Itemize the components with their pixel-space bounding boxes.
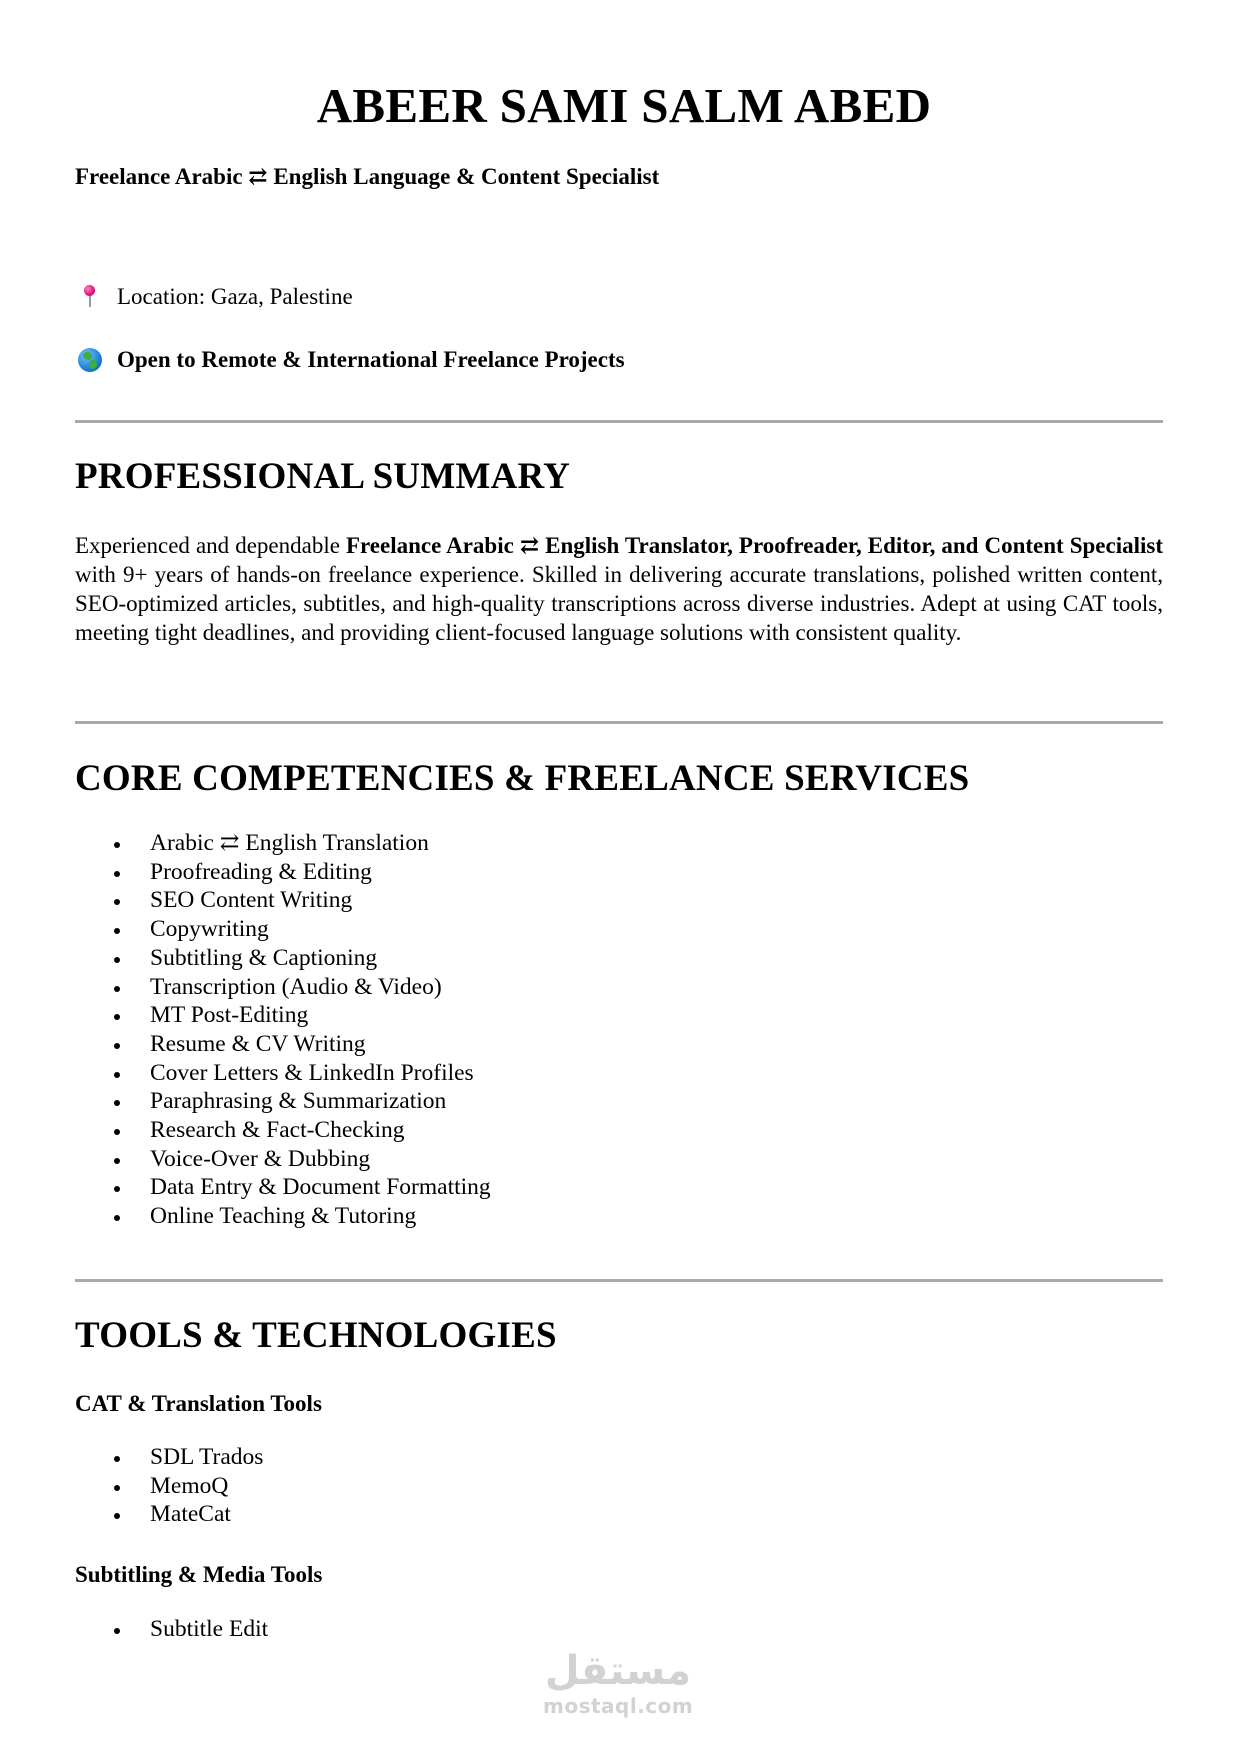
list-item: Cover Letters & LinkedIn Profiles	[75, 1059, 491, 1088]
watermark	[543, 1648, 693, 1718]
summary-paragraph	[75, 531, 1163, 647]
list-item: Copywriting	[75, 915, 491, 944]
list-item: Data Entry & Document Formatting	[75, 1173, 491, 1202]
section-divider	[75, 1279, 1163, 1282]
list-item: Research & Fact-Checking	[75, 1116, 491, 1145]
cat-tools-subheading: CAT & Translation Tools	[75, 1391, 322, 1416]
summary-lead: Experienced and dependable	[75, 533, 346, 558]
list-item: Voice-Over & Dubbing	[75, 1145, 491, 1174]
subtitling-tools-list	[75, 1615, 268, 1644]
subtitling-tools-subheading: Subtitling & Media Tools	[75, 1562, 323, 1587]
list-item: Subtitle Edit	[75, 1615, 268, 1644]
list-item: Resume & CV Writing	[75, 1030, 491, 1059]
list-item: Transcription (Audio & Video)	[75, 973, 491, 1002]
list-item: Subtitling & Captioning	[75, 944, 491, 973]
summary-rest: with 9+ years of hands-on freelance experience. Skilled in delivering accurate translations, polished written content, SEO-optimized articles, subtitles, and high-quality transcriptions across diverse industries. Adept at using CAT tools, meeting tight deadlines, and providing client-focused language solutions with consistent quality.	[75, 562, 1163, 645]
tagline: Freelance Arabic ⇄ English Language & Content Specialist	[75, 164, 660, 189]
list-item: SEO Content Writing	[75, 886, 491, 915]
list-item: Arabic ⇄ English Translation	[75, 829, 491, 858]
pin-icon	[75, 282, 117, 312]
location-text: Location: Gaza, Palestine	[117, 284, 353, 309]
location-line	[75, 282, 353, 312]
watermark-arabic: مستقل	[544, 1648, 692, 1694]
list-item: MateCat	[75, 1500, 263, 1529]
section-divider	[75, 420, 1163, 423]
candidate-name: ABEER SAMI SALM ABED	[316, 78, 932, 133]
competencies-list	[75, 829, 491, 1231]
watermark-latin: mostaql.com	[543, 1694, 694, 1718]
list-item: MT Post-Editing	[75, 1001, 491, 1030]
list-item: Proofreading & Editing	[75, 858, 491, 887]
list-item: Online Teaching & Tutoring	[75, 1202, 491, 1231]
availability-text: Open to Remote & International Freelance Projects	[117, 347, 625, 372]
availability-line	[75, 345, 625, 375]
globe-icon	[75, 345, 117, 375]
summary-bold: Freelance Arabic ⇄ English Translator, Proofreader, Editor, and Content Specialist	[345, 533, 1163, 558]
summary-heading: PROFESSIONAL SUMMARY	[75, 456, 571, 497]
tools-heading: TOOLS & TECHNOLOGIES	[75, 1315, 557, 1356]
section-divider	[75, 721, 1163, 724]
list-item: SDL Trados	[75, 1443, 263, 1472]
list-item: Paraphrasing & Summarization	[75, 1087, 491, 1116]
list-item: MemoQ	[75, 1472, 263, 1501]
cat-tools-list	[75, 1443, 263, 1529]
competencies-heading: CORE COMPETENCIES & FREELANCE SERVICES	[75, 758, 970, 799]
